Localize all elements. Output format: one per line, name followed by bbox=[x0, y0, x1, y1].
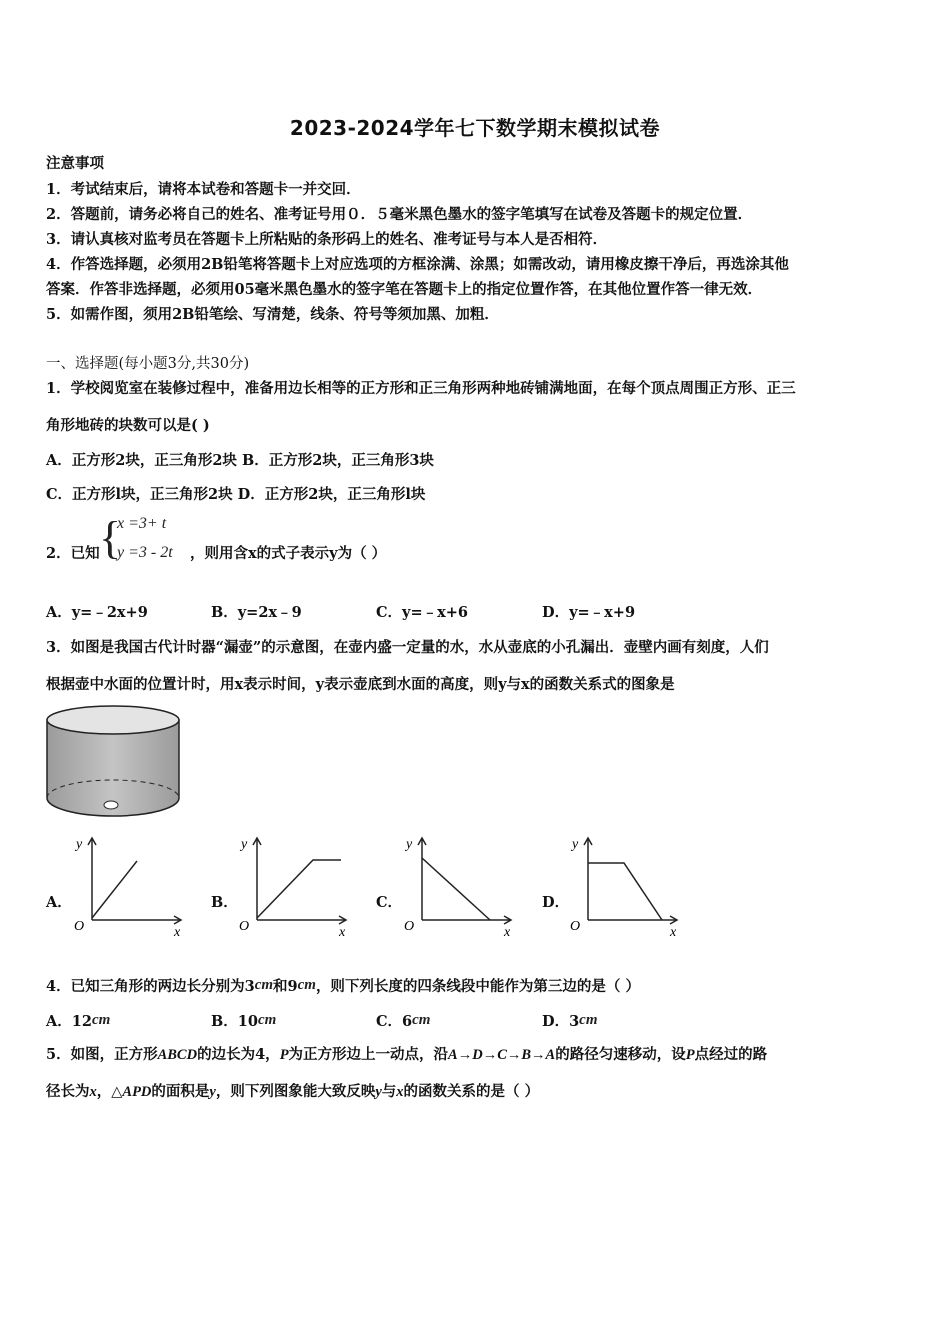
graph-a bbox=[70, 832, 190, 940]
question-4-stem: 4．已知三角形的两边长分别为3cm和9cm，则下列长度的四条线段中能作为第三边的是（ ） bbox=[46, 977, 640, 995]
notice-item: 3．请认真核对监考员在答题卡上所粘贴的条形码上的姓名、准考证号与本人是否相符． bbox=[46, 231, 608, 248]
y-axis-label: y bbox=[76, 837, 83, 852]
water-clock-figure bbox=[40, 700, 190, 825]
graph-b-label: B． bbox=[211, 894, 238, 911]
question-5-stem: 5．如图，正方形ABCD的边长为4，P为正方形边上一动点，沿A→D→C→B→A的路径匀速移动，设P点经过的路 bbox=[46, 1046, 768, 1063]
origin-label: O bbox=[570, 919, 581, 934]
graph-d bbox=[566, 832, 686, 940]
x-axis-label: x bbox=[670, 925, 677, 940]
question-2-option: D．y=﹣x+9 bbox=[542, 604, 636, 621]
graph-c bbox=[400, 832, 520, 940]
x-axis-label: x bbox=[174, 925, 181, 940]
equation-brace: { bbox=[99, 512, 122, 563]
question-3-stem: 3．如图是我国古代计时器“漏壶”的示意图，在壶内盛一定量的水，水从壶底的小孔漏出．壶壁内画有刻度，人们 bbox=[46, 639, 769, 656]
graph-a-label: A． bbox=[46, 894, 72, 911]
question-2-option: C．y=﹣x+6 bbox=[376, 604, 468, 621]
question-2-prefix: 2．已知 bbox=[46, 545, 100, 562]
question-4-option: D．3cm bbox=[542, 1012, 598, 1030]
y-axis-label: y bbox=[406, 837, 413, 852]
question-1-options: C．正方形l块，正三角形2块 D．正方形2块，正三角形l块 bbox=[46, 486, 426, 503]
notice-item: 1．考试结束后，请将本试卷和答题卡一并交回． bbox=[46, 181, 361, 198]
question-2-option: A．y=﹣2x+9 bbox=[46, 604, 148, 621]
notice-item: 5．如需作图，须用2B铅笔绘、写清楚，线条、符号等须加黑、加粗． bbox=[46, 306, 499, 323]
question-4-option: B．10cm bbox=[211, 1012, 277, 1030]
equation-line: x =3+ t bbox=[117, 515, 167, 532]
question-3-stem: 根据壶中水面的位置计时，用x表示时间，y表示壶底到水面的高度，则y与x的函数关系式的图象是 bbox=[46, 676, 675, 693]
page-title: 2023-2024学年七下数学期末模拟试卷 bbox=[289, 116, 661, 140]
notice-item: 4．作答选择题，必须用2B铅笔将答题卡上对应选项的方框涂满、涂黑；如需改动，请用橡皮擦干净后，再选涂其他 bbox=[46, 256, 789, 273]
graph-d-label: D． bbox=[542, 894, 570, 911]
notice-item: 2．答题前，请务必将自己的姓名、准考证号用０．５毫米黑色墨水的签字笔填写在试卷及答题卡的规定位置． bbox=[46, 206, 753, 223]
graph-b bbox=[235, 832, 355, 940]
section-heading: 一、选择题(每小题3分,共30分) bbox=[46, 356, 250, 372]
question-5-stem: 径长为x，△APD的面积是y，则下列图象能大致反映y与x的函数关系的是（ ） bbox=[46, 1083, 540, 1100]
question-2-stem: ，则用含x的式子表示y为（ ） bbox=[190, 545, 387, 562]
notice-item: 答案．作答非选择题，必须用05毫米黑色墨水的签字笔在答题卡上的指定位置作答，在其他位置作答一律无效． bbox=[46, 281, 763, 298]
origin-label: O bbox=[239, 919, 250, 934]
question-4-option: C．6cm bbox=[376, 1012, 431, 1030]
question-1-stem: 角形地砖的块数可以是( ) bbox=[46, 417, 210, 434]
y-axis-label: y bbox=[572, 837, 579, 852]
question-4-option: A．12cm bbox=[46, 1012, 111, 1030]
origin-label: O bbox=[404, 919, 415, 934]
origin-label: O bbox=[74, 919, 85, 934]
equation-line: y =3 - 2t bbox=[117, 544, 173, 561]
x-axis-label: x bbox=[504, 925, 511, 940]
question-2-option: B．y=2x﹣9 bbox=[211, 604, 302, 621]
question-1-stem: 1．学校阅览室在装修过程中，准备用边长相等的正方形和正三角形两种地砖铺满地面，在每个顶点周围正方形、正三 bbox=[46, 380, 796, 397]
x-axis-label: x bbox=[339, 925, 346, 940]
graph-c-label: C． bbox=[376, 894, 403, 911]
notice-heading: 注意事项 bbox=[46, 155, 104, 172]
y-axis-label: y bbox=[241, 837, 248, 852]
question-1-options: A．正方形2块，正三角形2块 B．正方形2块，正三角形3块 bbox=[46, 452, 434, 469]
